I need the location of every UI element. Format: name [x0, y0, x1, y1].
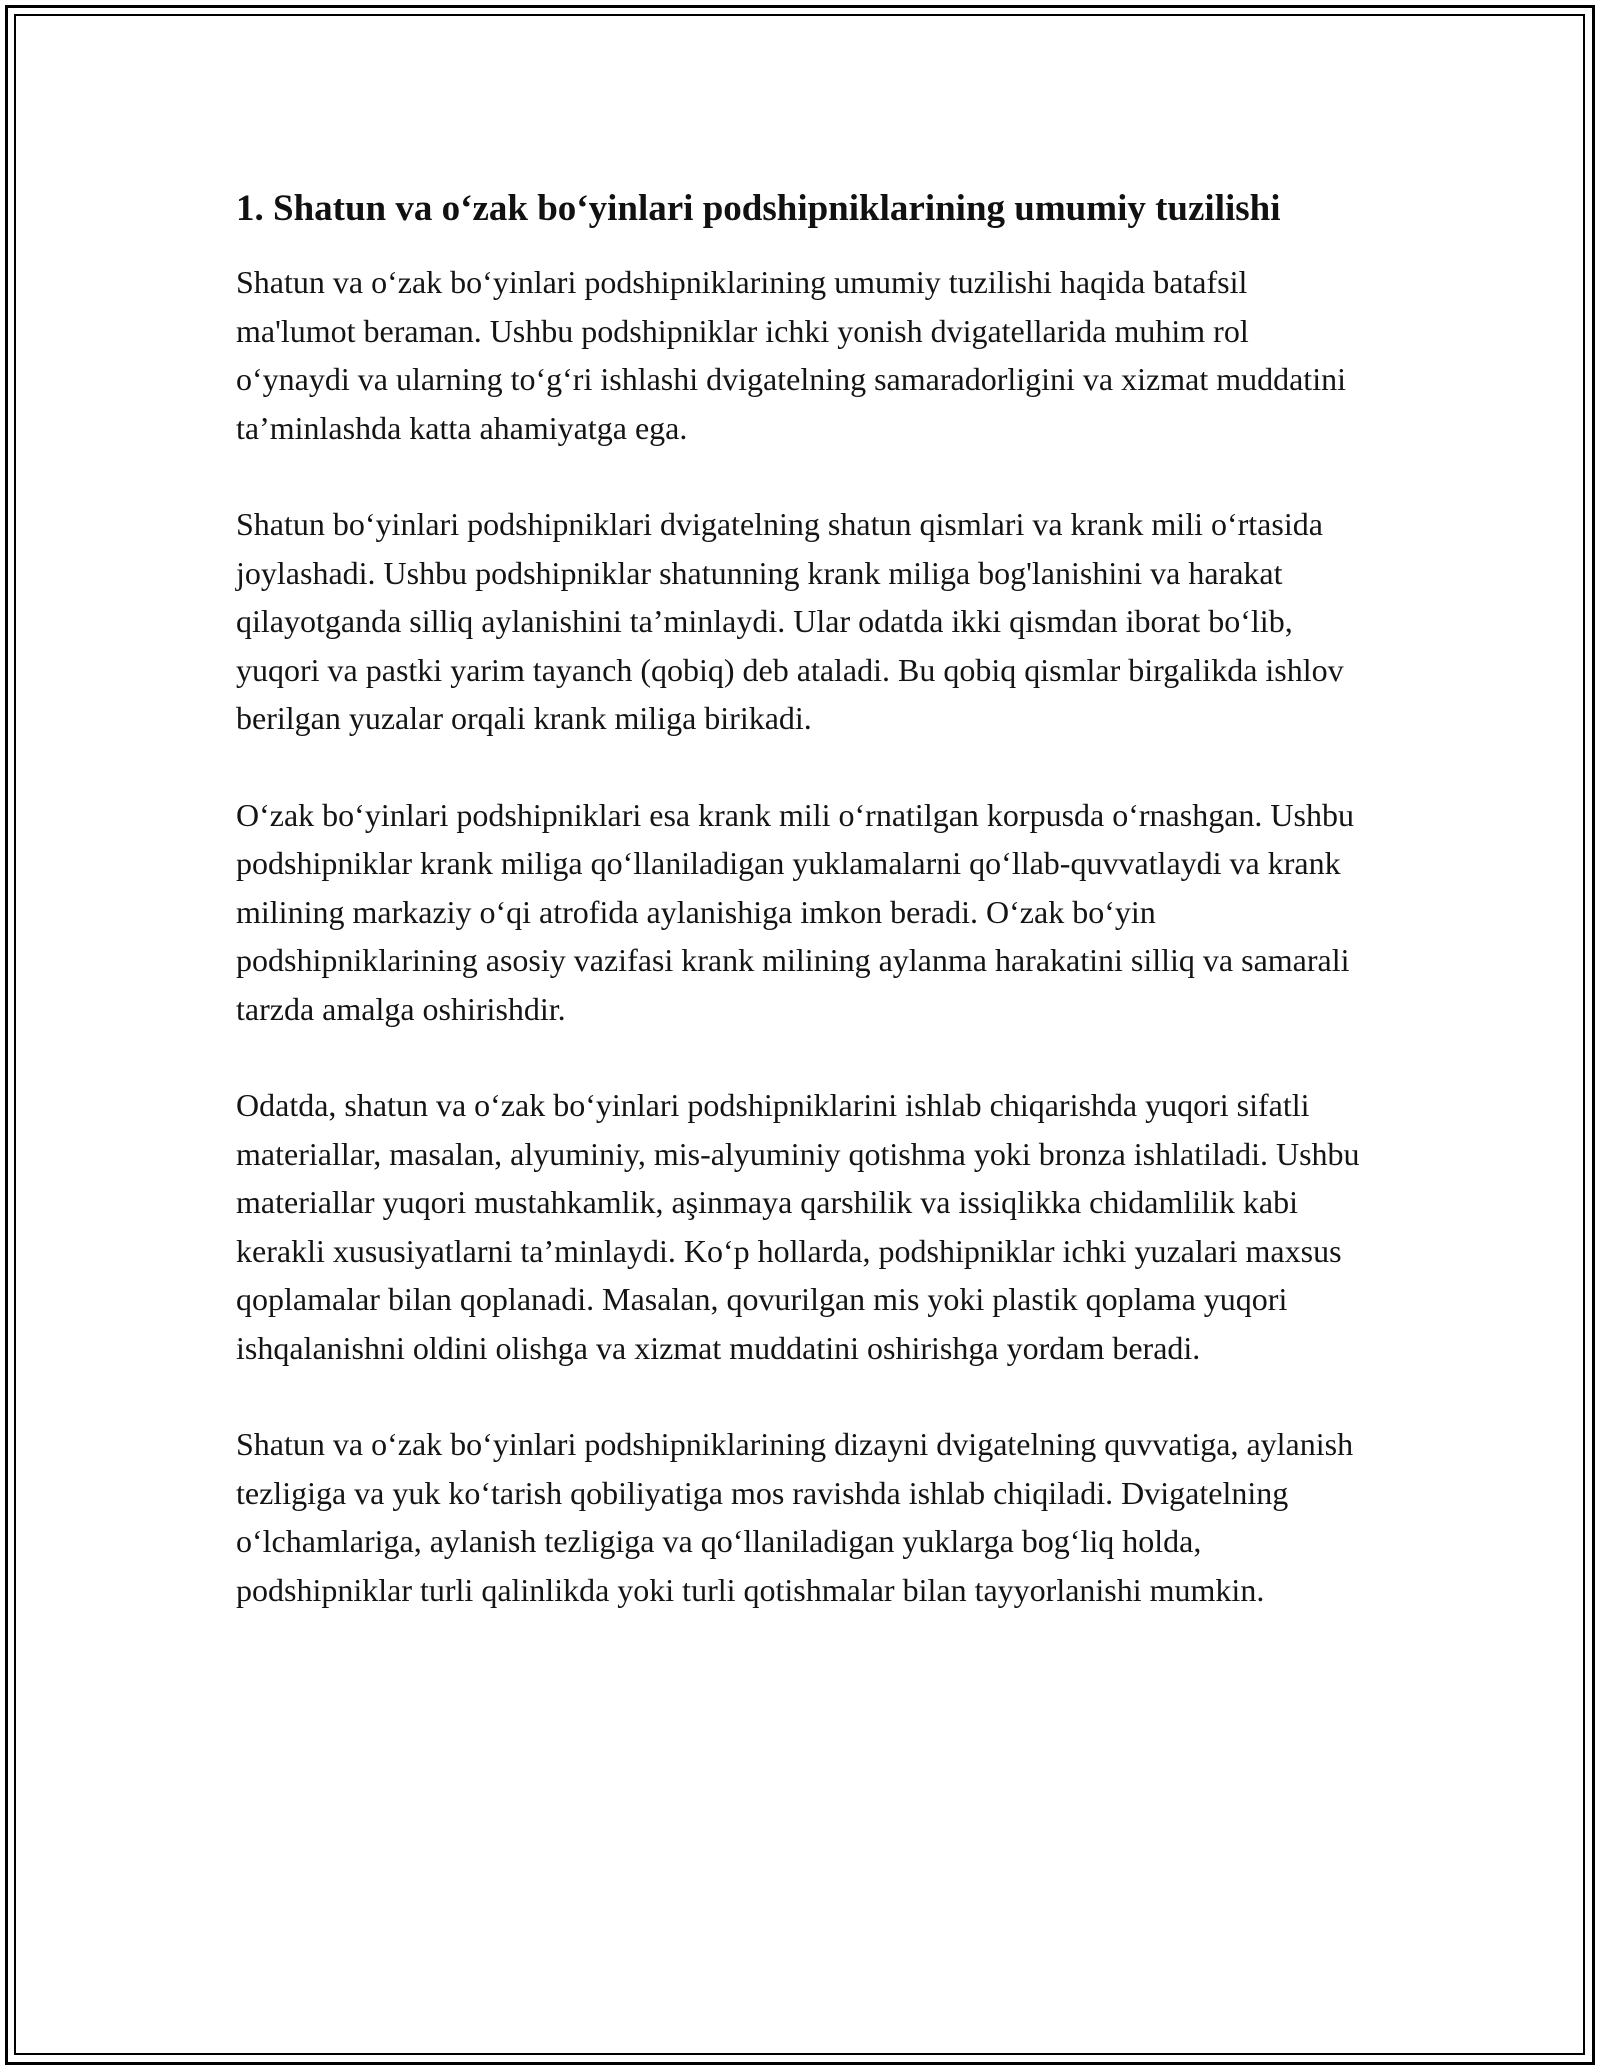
- paragraph-intro: Shatun va o‘zak bo‘yinlari podshipniklarining umumiy tuzilishi haqida batafsil ma'lumot beraman. Ushbu podshipniklar ichki yonish dvigatellarida muhim rol o‘ynaydi va ularning to‘g‘ri ishlashi dvigatelning samaradorligini va xizmat muddatini ta’minlashda katta ahamiyatga ega.: [236, 264, 1346, 446]
- section-heading: 1. Shatun va o‘zak bo‘yinlari podshipniklarining umumiy tuzilishi: [236, 188, 1281, 229]
- paragraph-main-bearings: O‘zak bo‘yinlari podshipniklari esa krank mili o‘rnatilgan korpusda o‘rnashgan. Ushbu podshipniklar krank miliga qo‘llaniladigan yuklamalarni qo‘llab-quvvatlaydi va krank milining markaziy o‘qi atrofida aylanishiga imkon beradi. O‘zak bo‘yin podshipniklarining asosiy vazifasi krank milining aylanma harakatini silliq va samarali tarzda amalga oshirishdir.: [236, 796, 1354, 1027]
- paragraph-connecting-rod-bearings: Shatun bo‘yinlari podshipniklari dvigatelning shatun qismlari va krank mili o‘rtasida joylashadi. Ushbu podshipniklar shatunning krank miliga bog'lanishini va harakat qilayotganda silliq aylanishini ta’minlaydi. Ular odatda ikki qismdan iborat bo‘lib, yuqori va pastki yarim tayanch (qobiq) deb ataladi. Bu qobiq qismlar birgalikda ishlov berilgan yuzalar orqali krank miliga birikadi.: [236, 506, 1344, 736]
- paragraph-design: Shatun va o‘zak bo‘yinlari podshipniklarining dizayni dvigatelning quvvatiga, aylanish tezligiga va yuk ko‘tarish qobiliyatiga mos ravishda ishlab chiqiladi. Dvigatelning o‘lchamlariga, aylanish tezligiga va qo‘llaniladigan yuklarga bog‘liq holda, podshipniklar turli qalinlikda yoki turli qotishmalar bilan tayyorlanishi mumkin.: [236, 1426, 1354, 1608]
- paragraph-materials: Odatda, shatun va o‘zak bo‘yinlari podshipniklarini ishlab chiqarishda yuqori sifatli materiallar, masalan, alyuminiy, mis-alyuminiy qotishma yoki bronza ishlatiladi. Ushbu materiallar yuqori mustahkamlik, aşinmaya qarshilik va issiqlikka chidamlilik kabi kerakli xususiyatlarni ta’minlaydi. Ko‘p hollarda, podshipniklar ichki yuzalari maxsus qoplamalar bilan qoplanadi. Masalan, qovurilgan mis yoki plastik qoplama yuqori ishqalanishni oldini olishga va xizmat muddatini oshirishga yordam beradi.: [236, 1087, 1360, 1366]
- document-body: [236, 182, 1366, 1662]
